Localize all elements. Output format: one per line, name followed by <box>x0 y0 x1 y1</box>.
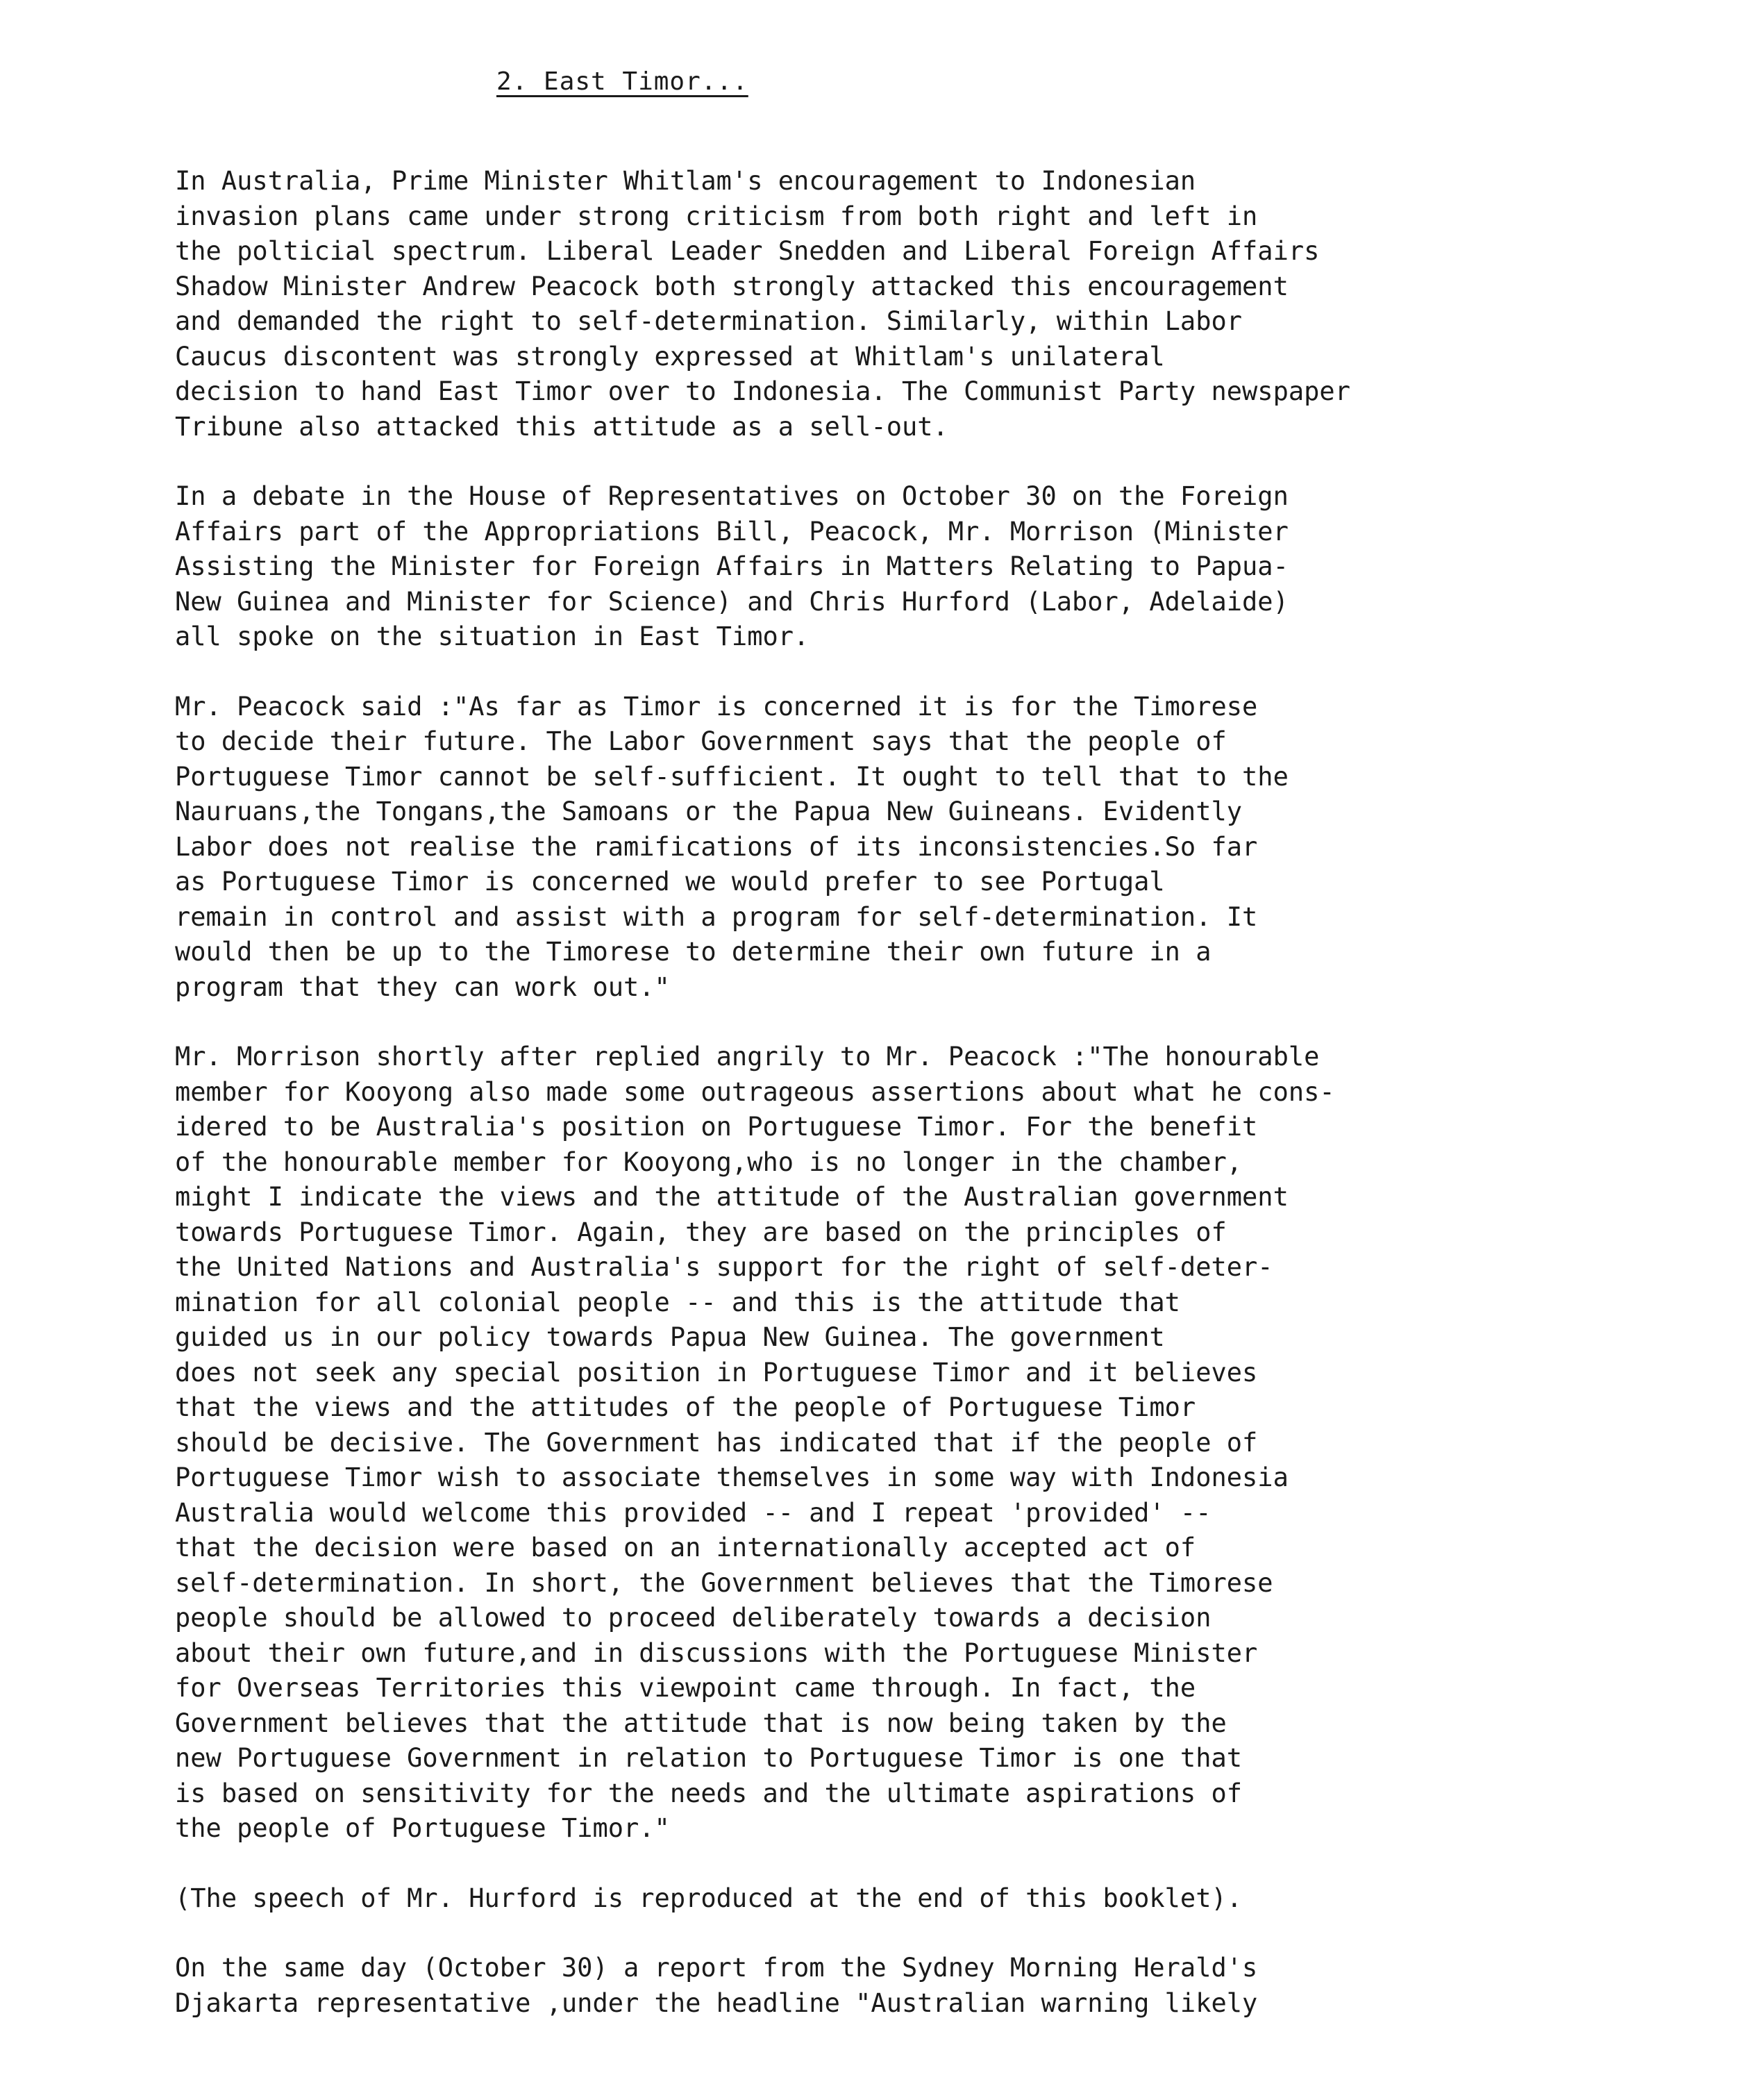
document-body <box>175 164 1702 2056</box>
text-line: Djakarta representative ,under the headline "Australian warning likely <box>175 1988 1258 2018</box>
text-line: Shadow Minister Andrew Peacock both strongly attacked this encouragement <box>175 271 1289 301</box>
text-line: the people of Portuguese Timor." <box>175 1813 670 1843</box>
paragraph <box>175 1040 1702 1847</box>
text-line: remain in control and assist with a program for self-determination. It <box>175 901 1258 932</box>
text-line: about their own future,and in discussions with the Portuguese Minister <box>175 1638 1258 1668</box>
text-line: should be decisive. The Government has indicated that if the people of <box>175 1427 1258 1458</box>
text-line: (The speech of Mr. Hurford is reproduced at the end of this booklet). <box>175 1883 1243 1913</box>
text-line: Portuguese Timor wish to associate themselves in some way with Indonesia <box>175 1462 1289 1492</box>
text-line: On the same day (October 30) a report from the Sydney Morning Herald's <box>175 1953 1258 1983</box>
paragraph <box>175 690 1702 1006</box>
text-line: all spoke on the situation in East Timor. <box>175 622 810 651</box>
text-line: Portuguese Timor cannot be self-sufficient. It ought to tell that to the <box>175 761 1289 792</box>
text-line: that the decision were based on an internationally accepted act of <box>175 1533 1196 1562</box>
text-line: decision to hand East Timor over to Indonesia. The Communist Party newspaper <box>175 376 1350 406</box>
text-line: and demanded the right to self-determination. Similarly, within Labor <box>175 306 1243 336</box>
text-line: guided us in our policy towards Papua New Guinea. The government <box>175 1322 1165 1352</box>
text-line: would then be up to the Timorese to determine their own future in a <box>175 937 1211 967</box>
paragraph <box>175 1881 1702 1917</box>
text-line: the polticial spectrum. Liberal Leader Snedden and Liberal Foreign Affairs <box>175 236 1320 266</box>
text-line: invasion plans came under strong criticism from both right and left in <box>175 201 1258 231</box>
text-line: the United Nations and Australia's support for the right of self-deter- <box>175 1252 1273 1282</box>
text-line: Government believes that the attitude that is now being taken by the <box>175 1708 1227 1738</box>
text-line: Affairs part of the Appropriations Bill, Peacock, Mr. Morrison (Minister <box>175 516 1289 547</box>
text-line: In a debate in the House of Representatives on October 30 on the Foreign <box>175 481 1289 511</box>
page-header: 2. East Timor... <box>496 67 748 96</box>
text-line: Tribune also attacked this attitude as a sell-out. <box>175 411 948 442</box>
text-line: might I indicate the views and the attitude of the Australian government <box>175 1182 1289 1212</box>
text-line: self-determination. In short, the Government believes that the Timorese <box>175 1567 1273 1598</box>
text-line: to decide their future. The Labor Government says that the people of <box>175 726 1227 756</box>
text-line: people should be allowed to proceed deliberately towards a decision <box>175 1603 1211 1633</box>
text-line: that the views and the attitudes of the people of Portuguese Timor <box>175 1392 1196 1422</box>
paragraph <box>175 1951 1702 2021</box>
paragraph <box>175 479 1702 655</box>
text-line: program that they can work out." <box>175 972 670 1002</box>
text-line: does not seek any special position in Portuguese Timor and it believes <box>175 1357 1258 1388</box>
text-line: Caucus discontent was strongly expressed at Whitlam's unilateral <box>175 341 1165 372</box>
text-line: of the honourable member for Kooyong,who is no longer in the chamber, <box>175 1147 1243 1177</box>
text-line: Mr. Morrison shortly after replied angrily to Mr. Peacock :"The honourable <box>175 1042 1320 1072</box>
text-line: Assisting the Minister for Foreign Affairs in Matters Relating to Papua- <box>175 551 1289 581</box>
text-line: member for Kooyong also made some outrageous assertions about what he cons- <box>175 1076 1335 1107</box>
text-line: Mr. Peacock said :"As far as Timor is concerned it is for the Timorese <box>175 691 1258 722</box>
text-line: In Australia, Prime Minister Whitlam's encouragement to Indonesian <box>175 166 1196 196</box>
text-line: mination for all colonial people -- and this is the attitude that <box>175 1287 1180 1317</box>
paragraph <box>175 164 1702 444</box>
text-line: for Overseas Territories this viewpoint came through. In fact, the <box>175 1673 1196 1703</box>
text-line: Labor does not realise the ramifications of its inconsistencies.So far <box>175 831 1258 862</box>
text-line: is based on sensitivity for the needs and the ultimate aspirations of <box>175 1778 1243 1808</box>
text-line: new Portuguese Government in relation to Portuguese Timor is one that <box>175 1743 1243 1773</box>
text-line: Nauruans,the Tongans,the Samoans or the Papua New Guineans. Evidently <box>175 797 1243 826</box>
text-line: idered to be Australia's position on Portuguese Timor. For the benefit <box>175 1112 1258 1142</box>
text-line: as Portuguese Timor is concerned we would prefer to see Portugal <box>175 867 1165 897</box>
text-line: Australia would welcome this provided -- and I repeat 'provided' -- <box>175 1497 1211 1528</box>
text-line: towards Portuguese Timor. Again, they are based on the principles of <box>175 1217 1227 1247</box>
text-line: New Guinea and Minister for Science) and Chris Hurford (Labor, Adelaide) <box>175 586 1289 617</box>
